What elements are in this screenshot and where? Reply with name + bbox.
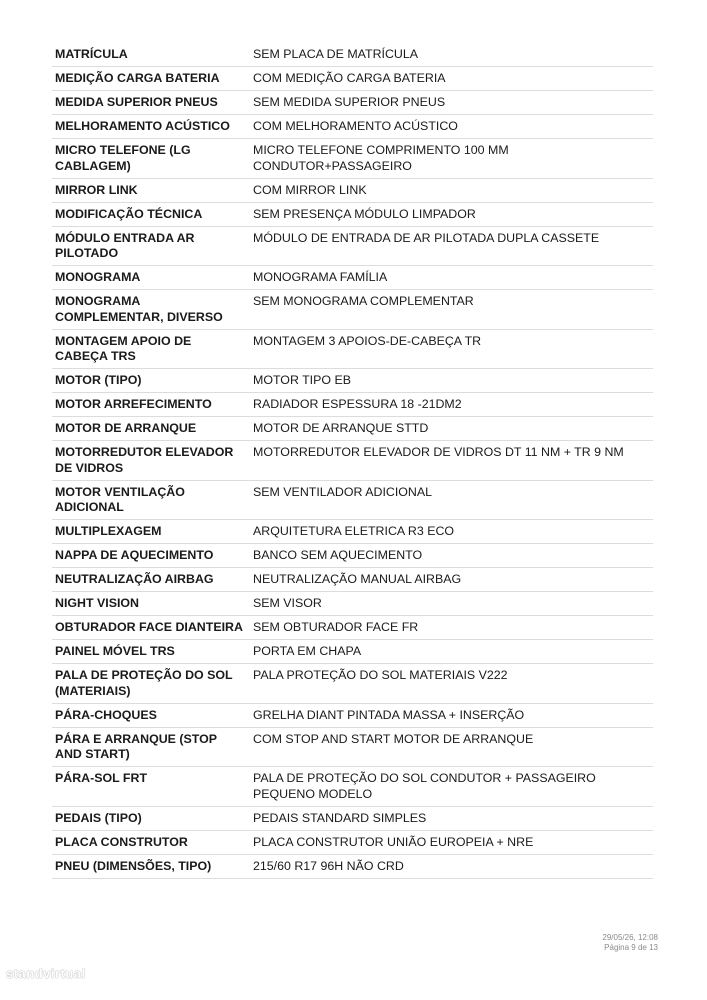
spec-label: MATRÍCULA <box>52 43 250 67</box>
spec-label: MOTOR VENTILAÇÃO ADICIONAL <box>52 480 250 520</box>
spec-label: PALA DE PROTEÇÃO DO SOL (MATERIAIS) <box>52 664 250 704</box>
table-row <box>52 544 653 568</box>
table-row <box>52 202 653 226</box>
table-row <box>52 664 653 704</box>
table-row <box>52 703 653 727</box>
spec-label: NIGHT VISION <box>52 592 250 616</box>
spec-label: MULTIPLEXAGEM <box>52 520 250 544</box>
spec-label: PLACA CONSTRUTOR <box>52 830 250 854</box>
footer-datetime: 29/05/26, 12:08 <box>602 933 658 942</box>
spec-label: NAPPA DE AQUECIMENTO <box>52 544 250 568</box>
spec-label: PÁRA-SOL FRT <box>52 767 250 807</box>
watermark-logo: standvirtual <box>6 966 86 981</box>
spec-value: MÓDULO DE ENTRADA DE AR PILOTADA DUPLA CASSETE <box>250 226 653 266</box>
table-row <box>52 520 653 544</box>
spec-value: MICRO TELEFONE COMPRIMENTO 100 MM CONDUTOR+PASSAGEIRO <box>250 139 653 179</box>
spec-label: PNEU (DIMENSÕES, TIPO) <box>52 854 250 878</box>
table-row <box>52 727 653 767</box>
spec-value: COM STOP AND START MOTOR DE ARRANQUE <box>250 727 653 767</box>
table-row <box>52 329 653 369</box>
spec-value: SEM VENTILADOR ADICIONAL <box>250 480 653 520</box>
spec-label: PAINEL MÓVEL TRS <box>52 640 250 664</box>
spec-label: MOTOR ARREFECIMENTO <box>52 393 250 417</box>
footer-page-number: Página 9 de 13 <box>604 943 658 952</box>
table-row <box>52 417 653 441</box>
table-row <box>52 393 653 417</box>
spec-label: MEDIDA SUPERIOR PNEUS <box>52 91 250 115</box>
table-row <box>52 226 653 266</box>
spec-label: MODIFICAÇÃO TÉCNICA <box>52 202 250 226</box>
spec-value: SEM OBTURADOR FACE FR <box>250 616 653 640</box>
spec-value: SEM PLACA DE MATRÍCULA <box>250 43 653 67</box>
spec-value: MOTORREDUTOR ELEVADOR DE VIDROS DT 11 NM + TR 9 NM <box>250 441 653 481</box>
spec-label: PEDAIS (TIPO) <box>52 806 250 830</box>
spec-label: OBTURADOR FACE DIANTEIRA <box>52 616 250 640</box>
spec-value: PEDAIS STANDARD SIMPLES <box>250 806 653 830</box>
spec-value: COM MEDIÇÃO CARGA BATERIA <box>250 67 653 91</box>
spec-value: MOTOR DE ARRANQUE STTD <box>250 417 653 441</box>
table-row <box>52 178 653 202</box>
spec-value: MOTOR TIPO EB <box>250 369 653 393</box>
table-row <box>52 568 653 592</box>
spec-label: PÁRA E ARRANQUE (STOP AND START) <box>52 727 250 767</box>
table-row <box>52 616 653 640</box>
spec-value: 215/60 R17 96H NÃO CRD <box>250 854 653 878</box>
spec-label: MICRO TELEFONE (LG CABLAGEM) <box>52 139 250 179</box>
spec-value: NEUTRALIZAÇÃO MANUAL AIRBAG <box>250 568 653 592</box>
table-row <box>52 115 653 139</box>
table-row <box>52 640 653 664</box>
spec-value: PALA PROTEÇÃO DO SOL MATERIAIS V222 <box>250 664 653 704</box>
table-row <box>52 806 653 830</box>
table-row <box>52 91 653 115</box>
table-row <box>52 266 653 290</box>
table-row <box>52 592 653 616</box>
table-row <box>52 767 653 807</box>
spec-value: MONTAGEM 3 APOIOS-DE-CABEÇA TR <box>250 329 653 369</box>
spec-value: PORTA EM CHAPA <box>250 640 653 664</box>
spec-label: MONTAGEM APOIO DE CABEÇA TRS <box>52 329 250 369</box>
table-row <box>52 290 653 330</box>
spec-value: COM MIRROR LINK <box>250 178 653 202</box>
table-row <box>52 830 653 854</box>
table-row <box>52 139 653 179</box>
spec-value: COM MELHORAMENTO ACÚSTICO <box>250 115 653 139</box>
spec-label: MOTORREDUTOR ELEVADOR DE VIDROS <box>52 441 250 481</box>
spec-label: MEDIÇÃO CARGA BATERIA <box>52 67 250 91</box>
spec-label: MOTOR DE ARRANQUE <box>52 417 250 441</box>
table-row <box>52 43 653 67</box>
spec-label: MIRROR LINK <box>52 178 250 202</box>
spec-value: BANCO SEM AQUECIMENTO <box>250 544 653 568</box>
spec-label: NEUTRALIZAÇÃO AIRBAG <box>52 568 250 592</box>
spec-table <box>52 43 653 879</box>
spec-value: ARQUITETURA ELETRICA R3 ECO <box>250 520 653 544</box>
spec-label: MÓDULO ENTRADA AR PILOTADO <box>52 226 250 266</box>
spec-label: MOTOR (TIPO) <box>52 369 250 393</box>
spec-value: SEM MONOGRAMA COMPLEMENTAR <box>250 290 653 330</box>
table-row <box>52 441 653 481</box>
spec-value: GRELHA DIANT PINTADA MASSA + INSERÇÃO <box>250 703 653 727</box>
spec-label: MELHORAMENTO ACÚSTICO <box>52 115 250 139</box>
spec-label: MONOGRAMA <box>52 266 250 290</box>
spec-value: SEM MEDIDA SUPERIOR PNEUS <box>250 91 653 115</box>
table-row <box>52 854 653 878</box>
table-row <box>52 480 653 520</box>
table-row <box>52 369 653 393</box>
table-row <box>52 67 653 91</box>
spec-label: MONOGRAMA COMPLEMENTAR, DIVERSO <box>52 290 250 330</box>
spec-value: MONOGRAMA FAMÍLIA <box>250 266 653 290</box>
spec-table-body <box>52 43 653 878</box>
page-footer <box>602 933 658 953</box>
spec-label: PÁRA-CHOQUES <box>52 703 250 727</box>
spec-value: PALA DE PROTEÇÃO DO SOL CONDUTOR + PASSAGEIRO PEQUENO MODELO <box>250 767 653 807</box>
spec-value: SEM VISOR <box>250 592 653 616</box>
spec-value: PLACA CONSTRUTOR UNIÃO EUROPEIA + NRE <box>250 830 653 854</box>
spec-value: SEM PRESENÇA MÓDULO LIMPADOR <box>250 202 653 226</box>
spec-value: RADIADOR ESPESSURA 18 -21DM2 <box>250 393 653 417</box>
